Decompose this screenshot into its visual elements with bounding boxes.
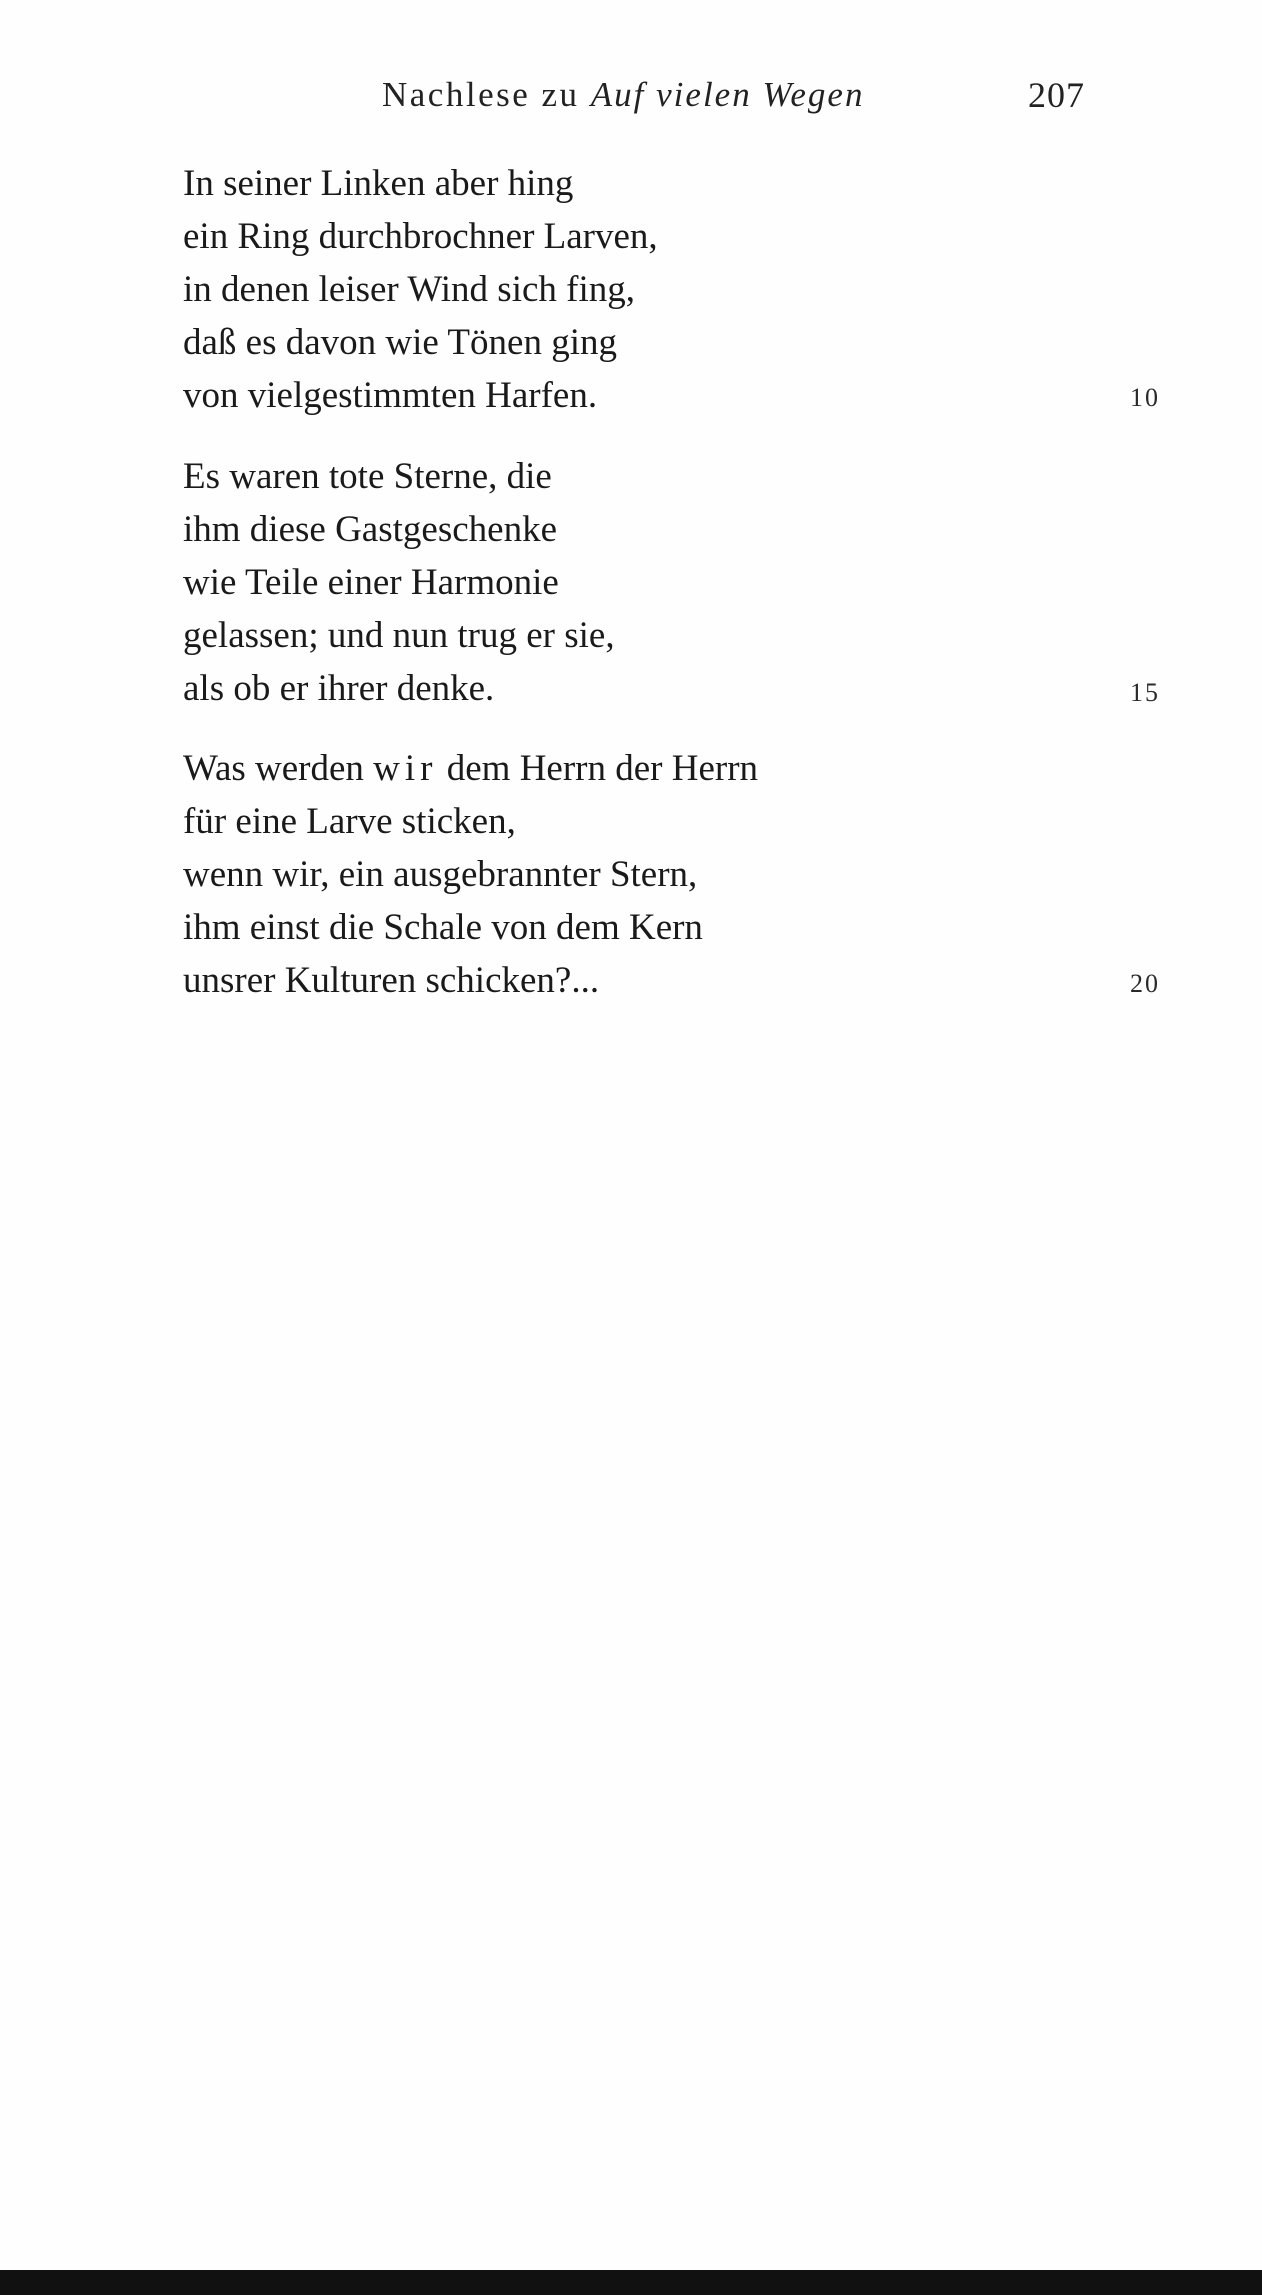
scan-bottom-edge <box>0 2270 1262 2295</box>
verse-line: als ob er ihrer denke. <box>183 668 495 709</box>
verse-line: in denen leiser Wind sich fing, <box>183 269 636 310</box>
running-head <box>0 70 1262 120</box>
verse-line: für eine Larve sticken, <box>183 801 516 842</box>
verse-line-part: Was werden <box>183 748 374 789</box>
verse-line: gelassen; und nun trug er sie, <box>183 615 615 656</box>
verse-line <box>183 742 758 795</box>
line-number: 10 <box>1130 383 1160 412</box>
verse-line: ihm diese Gastgeschenke <box>183 509 557 550</box>
verse-line: In seiner Linken aber hing <box>183 163 574 204</box>
running-head-title <box>382 70 864 120</box>
verse-line: von vielgestimmten Harfen. <box>183 375 598 416</box>
emphasized-word: wir <box>373 748 438 789</box>
page-number: 207 <box>1028 75 1085 115</box>
verse-line: daß es davon wie Tönen ging <box>183 322 617 363</box>
line-number: 20 <box>1130 969 1160 998</box>
verse-line: unsrer Kulturen schicken?... <box>183 960 600 1001</box>
verse-line: wenn wir, ein ausgebrannter Stern, <box>183 854 698 895</box>
verse-line: Es waren tote Sterne, die <box>183 456 552 497</box>
running-head-work-title: Auf vielen Wegen <box>590 75 865 114</box>
verse-line: ihm einst die Schale von dem Kern <box>183 907 703 948</box>
verse-line: ein Ring durchbrochner Larven, <box>183 216 658 257</box>
verse-line: wie Teile einer Harmonie <box>183 562 559 603</box>
verse-line-part: dem Herrn der Herrn <box>437 748 759 789</box>
line-number: 15 <box>1130 678 1160 707</box>
running-head-prefix: Nachlese zu <box>382 75 580 114</box>
